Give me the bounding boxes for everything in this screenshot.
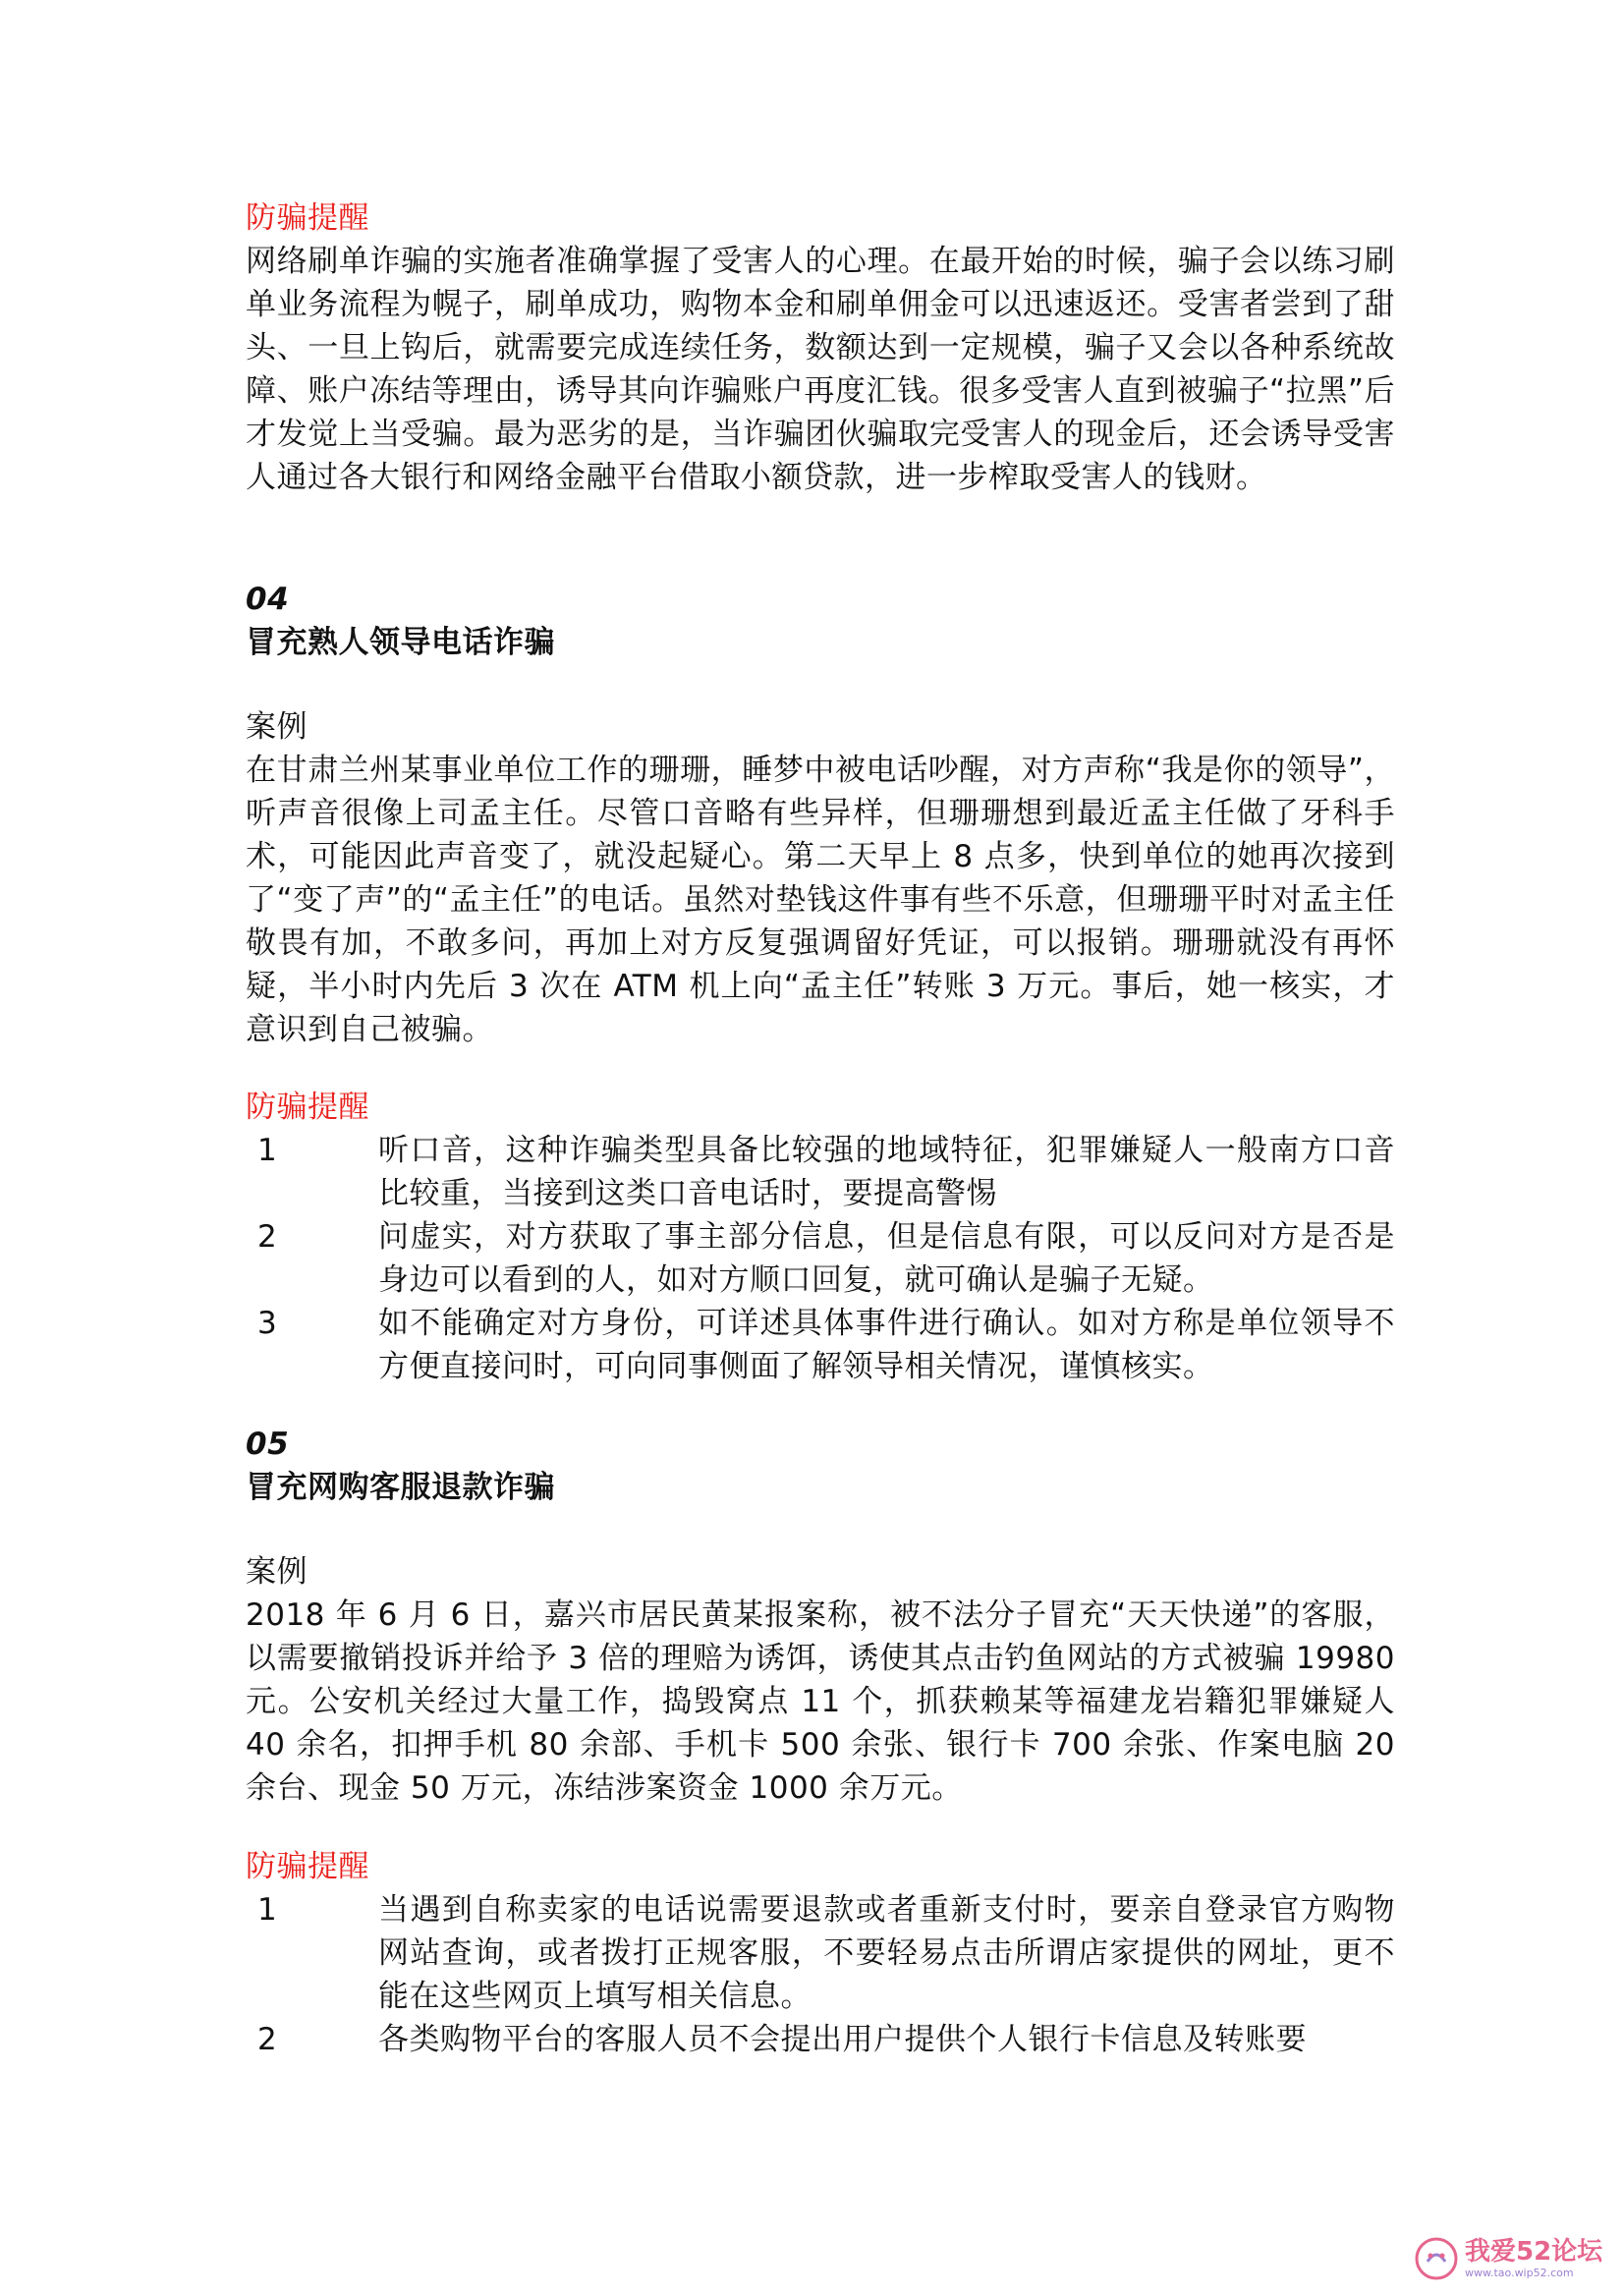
section-05-header bbox=[246, 1423, 1395, 1509]
list-item bbox=[246, 1215, 1395, 1302]
list-item bbox=[246, 1129, 1395, 1215]
prev-tip-text: 网络刷单诈骗的实施者准确掌握了受害人的心理。在最开始的时候，骗子会以练习刷单业务流程为幌子，刷单成功，购物本金和刷单佣金可以迅速返还。受害者尝到了甜头、一旦上钩后，就需要完成连续任务，数额达到一定规模，骗子又会以各种系统故障、账户冻结等理由，诱导其向诈骗账户再度汇钱。很多受害人直到被骗子“拉黑”后才发觉上当受骗。最为恶劣的是，当诈骗团伙骗取完受害人的现金后，还会诱导受害人通过各大银行和网络金融平台借取小额贷款，进一步榨取受害人的钱财。 bbox=[246, 244, 1395, 495]
tip-text: 听口音，这种诈骗类型具备比较强的地域特征，犯罪嫌疑人一般南方口音比较重，当接到这类口音电话时，要提高警惕 bbox=[378, 1133, 1395, 1211]
section-04-header bbox=[246, 578, 1395, 664]
list-item bbox=[246, 2018, 1395, 2061]
section-04-case-text: 在甘肃兰州某事业单位工作的珊珊，睡梦中被电话吵醒，对方声称“我是你的领导”，听声音很像上司孟主任。尽管口音略有些异样，但珊珊想到最近孟主任做了牙科手术，可能因此声音变了，就没起疑心。第二天早上 8 点多，快到单位的她再次接到了“变了声”的“孟主任”的电话。虽然对垫钱这件事有些不乐意，但珊珊平时对孟主任敬畏有加，不敢多问，再加上对方反复强调留好凭证，可以报销。珊珊就没有再怀疑，半小时内先后 3 次在 ATM 机上向“孟主任”转账 3 万元。事后，她一核实，才意识到自己被骗。 bbox=[246, 753, 1395, 1047]
section-04-number: 04 bbox=[246, 582, 290, 617]
section-05-case-label: 案例 bbox=[246, 1554, 308, 1590]
section-04-case bbox=[246, 705, 1395, 1051]
list-item bbox=[246, 1302, 1395, 1388]
watermark-logo-icon bbox=[1414, 2236, 1459, 2281]
tip-index: 1 bbox=[257, 1892, 278, 1928]
tip-index: 2 bbox=[257, 2022, 278, 2057]
watermark-main-text: 我爱52论坛 bbox=[1465, 2237, 1603, 2267]
watermark bbox=[1414, 2233, 1610, 2284]
tip-text: 当遇到自称卖家的电话说需要退款或者重新支付时，要亲自登录官方购物网站查询，或者拨打正规客服，不要轻易点击所谓店家提供的网址，更不能在这些网页上填写相关信息。 bbox=[378, 1892, 1395, 2014]
watermark-sub-text: www.tao.wip52.com bbox=[1465, 2267, 1574, 2279]
tip-index: 2 bbox=[257, 1219, 278, 1255]
tip-text: 如不能确定对方身份，可详述具体事件进行确认。如对方称是单位领导不方便直接问时，可向同事侧面了解领导相关情况，谨慎核实。 bbox=[378, 1306, 1395, 1384]
list-item bbox=[246, 1888, 1395, 2018]
section-05-case bbox=[246, 1550, 1395, 1810]
prev-tip-block bbox=[246, 196, 1395, 499]
tip-text: 问虚实，对方获取了事主部分信息，但是信息有限，可以反问对方是否是身边可以看到的人，如对方顺口回复，就可确认是骗子无疑。 bbox=[378, 1219, 1395, 1298]
prev-tip-label: 防骗提醒 bbox=[246, 200, 369, 236]
section-05-number: 05 bbox=[246, 1427, 290, 1462]
watermark-text bbox=[1465, 2239, 1602, 2278]
section-04-tip-label: 防骗提醒 bbox=[246, 1090, 369, 1125]
section-05-tip-label: 防骗提醒 bbox=[246, 1849, 369, 1884]
tip-index: 1 bbox=[257, 1133, 278, 1168]
section-05-title: 冒充网购客服退款诈骗 bbox=[246, 1470, 555, 1505]
section-04-case-label: 案例 bbox=[246, 709, 308, 745]
section-05-case-text: 2018 年 6 月 6 日，嘉兴市居民黄某报案称，被不法分子冒充“天天快递”的客服，以需要撤销投诉并给予 3 倍的理赔为诱饵，诱使其点击钓鱼网站的方式被骗 19980 元。公安机关经过大量工作，捣毁窝点 11 个，抓获赖某等福建龙岩籍犯罪嫌疑人 40 余名，扣押手机 80 余部、手机卡 500 余张、银行卡 700 余张、作案电脑 20 余台、现金 50 万元，冻结涉案资金 1000 余万元。 bbox=[246, 1597, 1395, 1806]
section-04-title: 冒充熟人领导电话诈骗 bbox=[246, 625, 555, 660]
tip-text: 各类购物平台的客服人员不会提出用户提供个人银行卡信息及转账要 bbox=[378, 2022, 1307, 2057]
section-04-tips bbox=[246, 1086, 1395, 1388]
tip-index: 3 bbox=[257, 1306, 278, 1341]
section-05-tips bbox=[246, 1845, 1395, 2061]
